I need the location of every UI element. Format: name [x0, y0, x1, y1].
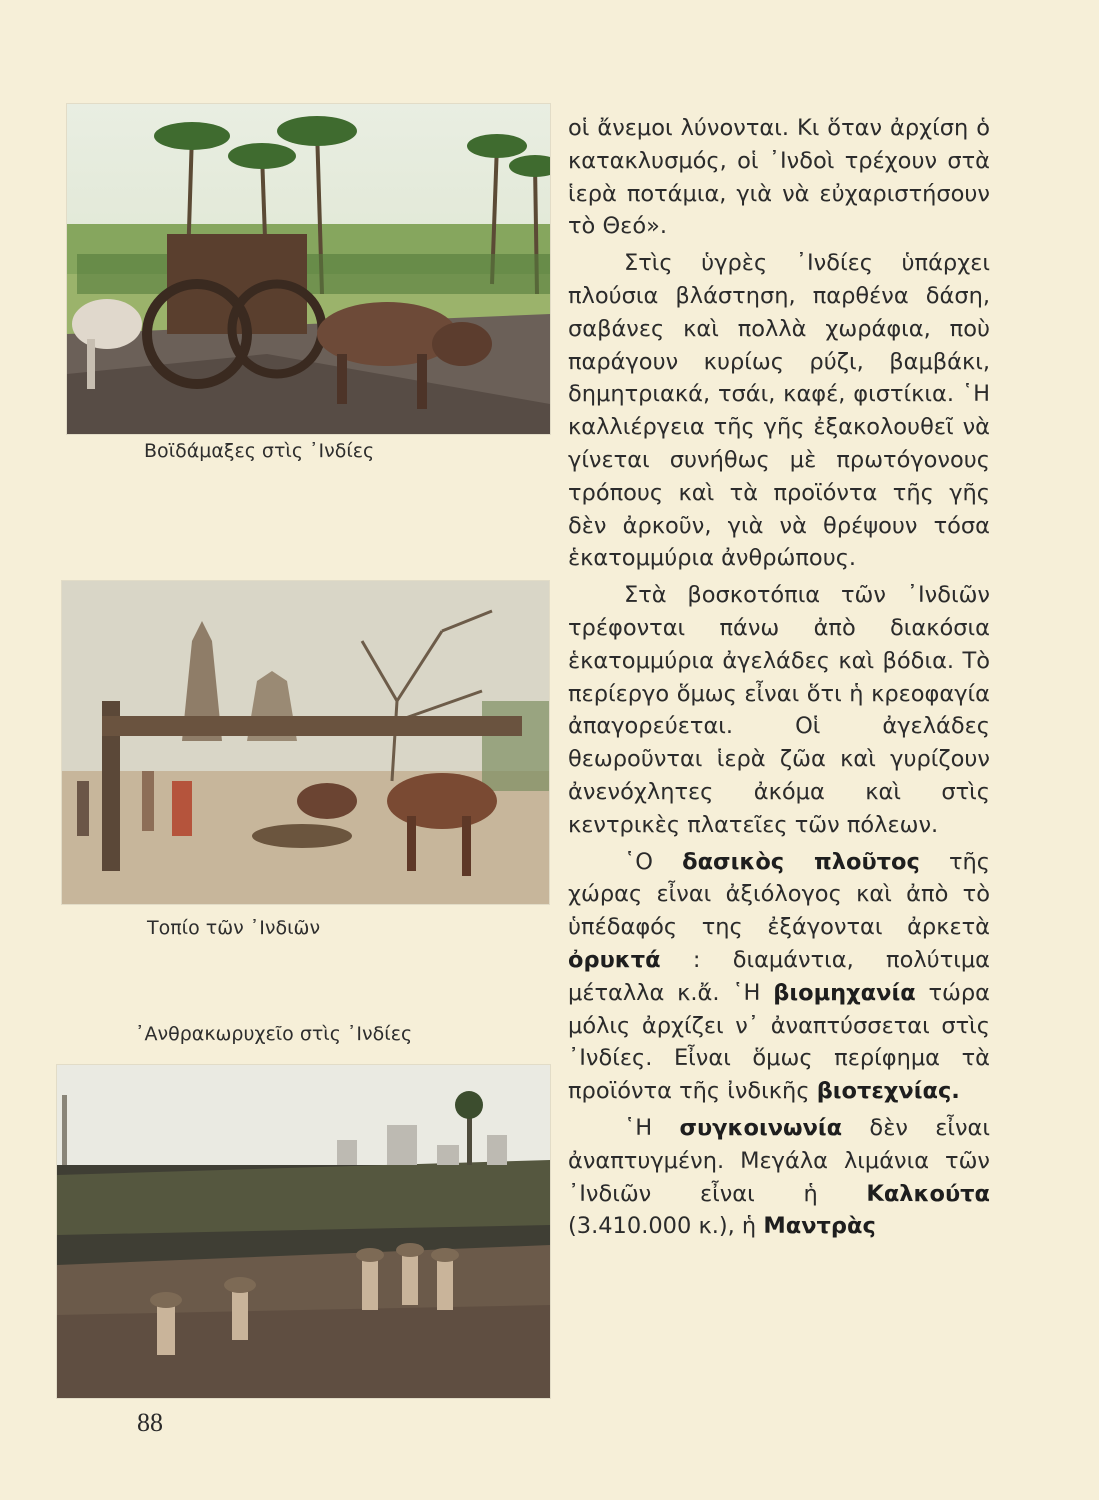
- text-span: Στὰ βοσκοτόπια τῶν ᾿Ινδιῶν τρέφονται πάνω ἀπὸ διακόσια ἑκατομμύρια ἀγελάδες καὶ βόδια. Τὸ περίεργο ὅμως εἶναι ὅτι ἡ κρεοφαγία ἀπαγορεύεται. Οἱ ἀγελάδες θεωροῦνται ἱερὰ ζῶα καὶ γυρίζουν ἀνενόχλητες ἀκόμα καὶ στὶς κεντρικὲς πλατεῖες τῶν πόλεων.: [568, 582, 990, 838]
- text-span: (3.410.000 κ.), ἡ: [568, 1213, 764, 1240]
- text-span: ῾Ο: [624, 848, 683, 875]
- bold-term: συγκοινωνία: [679, 1114, 843, 1141]
- text-span: ῾Η: [624, 1114, 680, 1141]
- bold-term: δασικὸς πλοῦτος: [682, 848, 920, 875]
- page-number: 88: [137, 1408, 163, 1437]
- text-span: τῆς χώρας εἶναι ἀξιόλογος καὶ ἀπὸ τὸ ὑπέδαφός της ἐξάγονται ἀρκετὰ: [568, 848, 990, 941]
- text-span: : διαμάντια, πολύτιμα μέταλλα κ.ἄ. ῾Η: [568, 946, 990, 1006]
- paragraph: [568, 579, 990, 841]
- photo-ox-carts: [67, 104, 550, 434]
- main-text: [568, 112, 990, 1247]
- bold-term: Καλκούτα: [866, 1180, 990, 1207]
- paragraph: [568, 1112, 990, 1243]
- bold-term: ὀρυκτά: [568, 946, 661, 973]
- text-span: οἱ ἄνεμοι λύνονται. Κι ὅταν ἀρχίση ὁ κατακλυσμός, οἱ ᾿Ινδοὶ τρέχουν στὰ ἱερὰ ποτάμια, γιὰ νὰ εὐχαριστήσουν τὸ Θεό».: [568, 115, 990, 240]
- paragraph: [568, 112, 990, 243]
- photo-coal-mine-caption: ᾿Ανθρακωρυχεῖο στὶς ᾿Ινδίες: [135, 1023, 413, 1045]
- text-span: Στὶς ὑγρὲς ᾿Ινδίες ὑπάρχει πλούσια βλάστηση, παρθένα δάση, σαβάνες καὶ πολλὰ χωράφια, ποὺ παράγουν κυρίως ρύζι, βαμβάκι, δημητριακά, τσάι, καφέ, φιστίκια. ῾Η καλλιέργεια τῆς γῆς ἐξακολουθεῖ νὰ γίνεται συνήθως μὲ πρωτόγονους τρόπους καὶ τὰ προϊόντα τῆς γῆς δὲν ἀρκοῦν, γιὰ νὰ θρέψουν τόσα ἑκατομμύρια ἀνθρώπους.: [568, 250, 990, 572]
- text-span: δὲν εἶναι ἀναπτυγμένη. Μεγάλα λιμάνια τῶν ᾿Ινδιῶν εἶναι ἡ: [568, 1114, 990, 1207]
- photo-coal-mine: [57, 1065, 550, 1398]
- bold-term: βιοτεχνίας.: [816, 1078, 960, 1105]
- bold-term: Μαντρὰς: [763, 1213, 876, 1240]
- bold-term: βιομηχανία: [773, 979, 916, 1006]
- text-span: τώρα μόλις ἀρχίζει ν᾿ ἀναπτύσσεται στὶς ᾿Ινδίες. Εἶναι ὅμως περίφημα τὰ προϊόντα τῆς ἰνδικῆς: [568, 979, 990, 1105]
- paragraph: [568, 247, 990, 575]
- photo-ox-carts-caption: Βοϊδάμαξες στὶς ᾿Ινδίες: [144, 440, 375, 462]
- paragraph: [568, 846, 990, 1108]
- photo-india-landscape-caption: Τοπίο τῶν ᾿Ινδιῶν: [147, 917, 321, 939]
- photo-india-landscape: [62, 581, 549, 904]
